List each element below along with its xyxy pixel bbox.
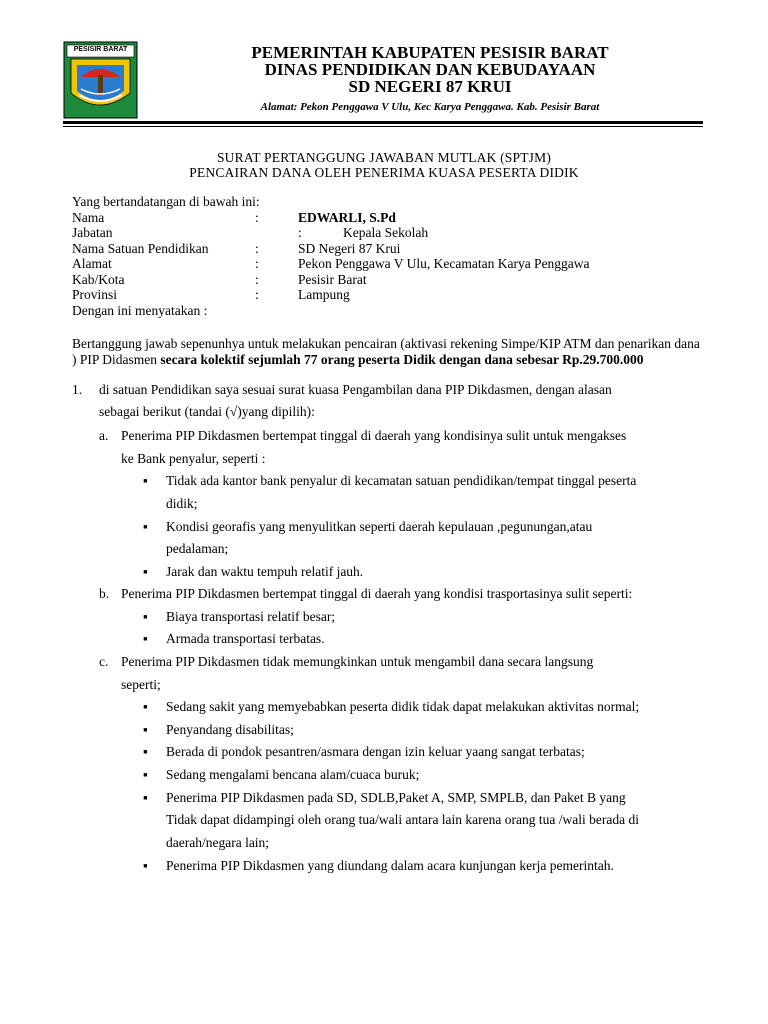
identity-closing: Dengan ini menyatakan :	[72, 302, 208, 318]
bullet-text: Tidak ada kantor bank penyalur di kecamatan satuan pendidikan/tempat tinggal peserta	[166, 473, 637, 488]
bullet-icon: ▪	[143, 564, 148, 579]
field-colon: :	[255, 240, 259, 256]
sub-item-label: a.	[99, 428, 109, 443]
bullet-icon: ▪	[143, 519, 148, 534]
field-colon: :	[255, 256, 259, 271]
bullet-icon: ▪	[143, 699, 148, 714]
bullet-text: Penyandang disabilitas;	[166, 722, 294, 737]
field-value: Pesisir Barat	[298, 271, 367, 287]
field-colon: :	[298, 225, 302, 240]
identity-row-provinsi	[72, 287, 702, 303]
statement-bold-text: secara kolektif sejumlah 77 orang peserta Didik dengan dana sebesar Rp.29.700.000	[160, 351, 644, 367]
identity-intro: Yang bertandatangan di bawah ini:	[72, 194, 260, 209]
identity-row-kabkota	[72, 272, 702, 288]
sub-item-text: Penerima PIP Dikdasmen bertempat tinggal di daerah yang kondisinya sulit untuk mengakses	[121, 428, 627, 443]
bullet-icon: ▪	[143, 767, 148, 782]
identity-row-jabatan	[72, 225, 702, 241]
bullet-icon: ▪	[143, 722, 148, 737]
bullet-text: Berada di pondok pesantren/asmara dengan izin keluar yaang sangat terbatas;	[166, 744, 585, 759]
document-title	[72, 150, 696, 180]
field-value: Kepala Sekolah	[343, 225, 429, 240]
bullet-text: didik;	[166, 496, 198, 511]
bullet-icon: ▪	[143, 609, 148, 624]
field-value: SD Negeri 87 Krui	[298, 240, 401, 256]
field-value: EDWARLI, S.Pd	[298, 209, 396, 225]
list-number: 1.	[72, 382, 83, 397]
statement-paragraph	[72, 336, 700, 367]
sub-item-label: c.	[99, 654, 109, 669]
letterhead-department: DINAS PENDIDIKAN DAN KEBUDAYAAN	[264, 60, 596, 79]
sub-item-text: Penerima PIP Dikdasmen tidak memungkinkan untuk mengambil dana secara langsung	[121, 654, 594, 669]
bullet-icon: ▪	[143, 631, 148, 646]
letterhead-address: Alamat: Pekon Penggawa V Ulu, Kec Karya Penggawa. Kab. Pesisir Barat	[260, 101, 600, 113]
list-item-text: di satuan Pendidikan saya sesuai surat kuasa Pengambilan dana PIP Dikdasmen, dengan alasan	[99, 382, 612, 397]
logo-text: PESISIR BARAT	[73, 46, 128, 53]
letterhead-thin-rule	[63, 126, 703, 127]
bullet-icon: ▪	[143, 744, 148, 759]
letterhead-government: PEMERINTAH KABUPATEN PESISIR BARAT	[251, 43, 609, 62]
bullet-text: Sedang sakit yang memyebabkan peserta didik tidak dapat melakukan aktivitas normal;	[166, 699, 640, 714]
letterhead-thick-rule	[63, 121, 703, 124]
field-label: Jabatan	[72, 225, 113, 240]
field-label: Alamat	[72, 256, 112, 271]
identity-row-satuan	[72, 241, 702, 257]
field-label: Nama	[72, 209, 105, 225]
field-label: Kab/Kota	[72, 271, 125, 287]
statement-text: Bertanggung jawab sepenunhya untuk melakukan pencairan (aktivasi rekening Simpe/KIP ATM dan penarikan dana ) PIP Didasmen	[72, 336, 700, 367]
bullet-icon: ▪	[143, 858, 148, 873]
field-colon: :	[255, 209, 259, 225]
signatory-identity	[72, 194, 702, 318]
bullet-text: Kondisi georafis yang menyulitkan seperti daerah kepulauan ,pegunungan,atau	[166, 519, 593, 534]
bullet-text: Penerima PIP Dikdasmen pada SD, SDLB,Paket A, SMP, SMPLB, dan Paket B yang	[166, 790, 626, 805]
title-line-2: PENCAIRAN DANA OLEH PENERIMA KUASA PESERTA DIDIK	[189, 165, 579, 180]
field-colon: :	[255, 287, 259, 302]
bullet-icon: ▪	[143, 790, 148, 805]
list-item-text: sebagai berikut (tandai (√)yang dipilih):	[99, 404, 315, 419]
bullet-text: daerah/negara lain;	[166, 835, 270, 850]
bullet-text: Tidak dapat didampingi oleh orang tua/wali antara lain karena orang tua /wali berada di	[166, 812, 639, 827]
sub-item-text: seperti;	[121, 677, 161, 692]
letterhead-school: SD NEGERI 87 KRUI	[348, 77, 512, 96]
sub-item-text: Penerima PIP Dikdasmen bertempat tinggal di daerah yang kondisi trasportasinya sulit seperti:	[121, 586, 633, 601]
sub-item-text: ke Bank penyalur, seperti :	[121, 451, 266, 466]
bullet-text: pedalaman;	[166, 541, 229, 556]
bullet-text: Sedang mengalami bencana alam/cuaca buruk;	[166, 767, 420, 782]
field-label: Provinsi	[72, 287, 118, 302]
identity-row-alamat	[72, 256, 702, 272]
bullet-text: Penerima PIP Dikdasmen yang diundang dalam acara kunjungan kerja pemerintah.	[166, 858, 614, 873]
bullet-text: Biaya transportasi relatif besar;	[166, 609, 336, 624]
field-label: Nama Satuan Pendidikan	[72, 240, 209, 256]
letterhead	[150, 44, 710, 113]
bullet-text: Jarak dan waktu tempuh relatif jauh.	[166, 564, 364, 579]
bullet-text: Armada transportasi terbatas.	[166, 631, 325, 646]
identity-row-nama	[72, 210, 702, 226]
field-value: Lampung	[298, 287, 350, 302]
title-line-1: SURAT PERTANGGUNG JAWABAN MUTLAK (SPTJM)	[216, 150, 552, 165]
bullet-icon: ▪	[143, 473, 148, 488]
field-colon: :	[255, 271, 259, 287]
field-value: Pekon Penggawa V Ulu, Kecamatan Karya Penggawa	[298, 256, 590, 271]
sub-item-label: b.	[99, 586, 110, 601]
